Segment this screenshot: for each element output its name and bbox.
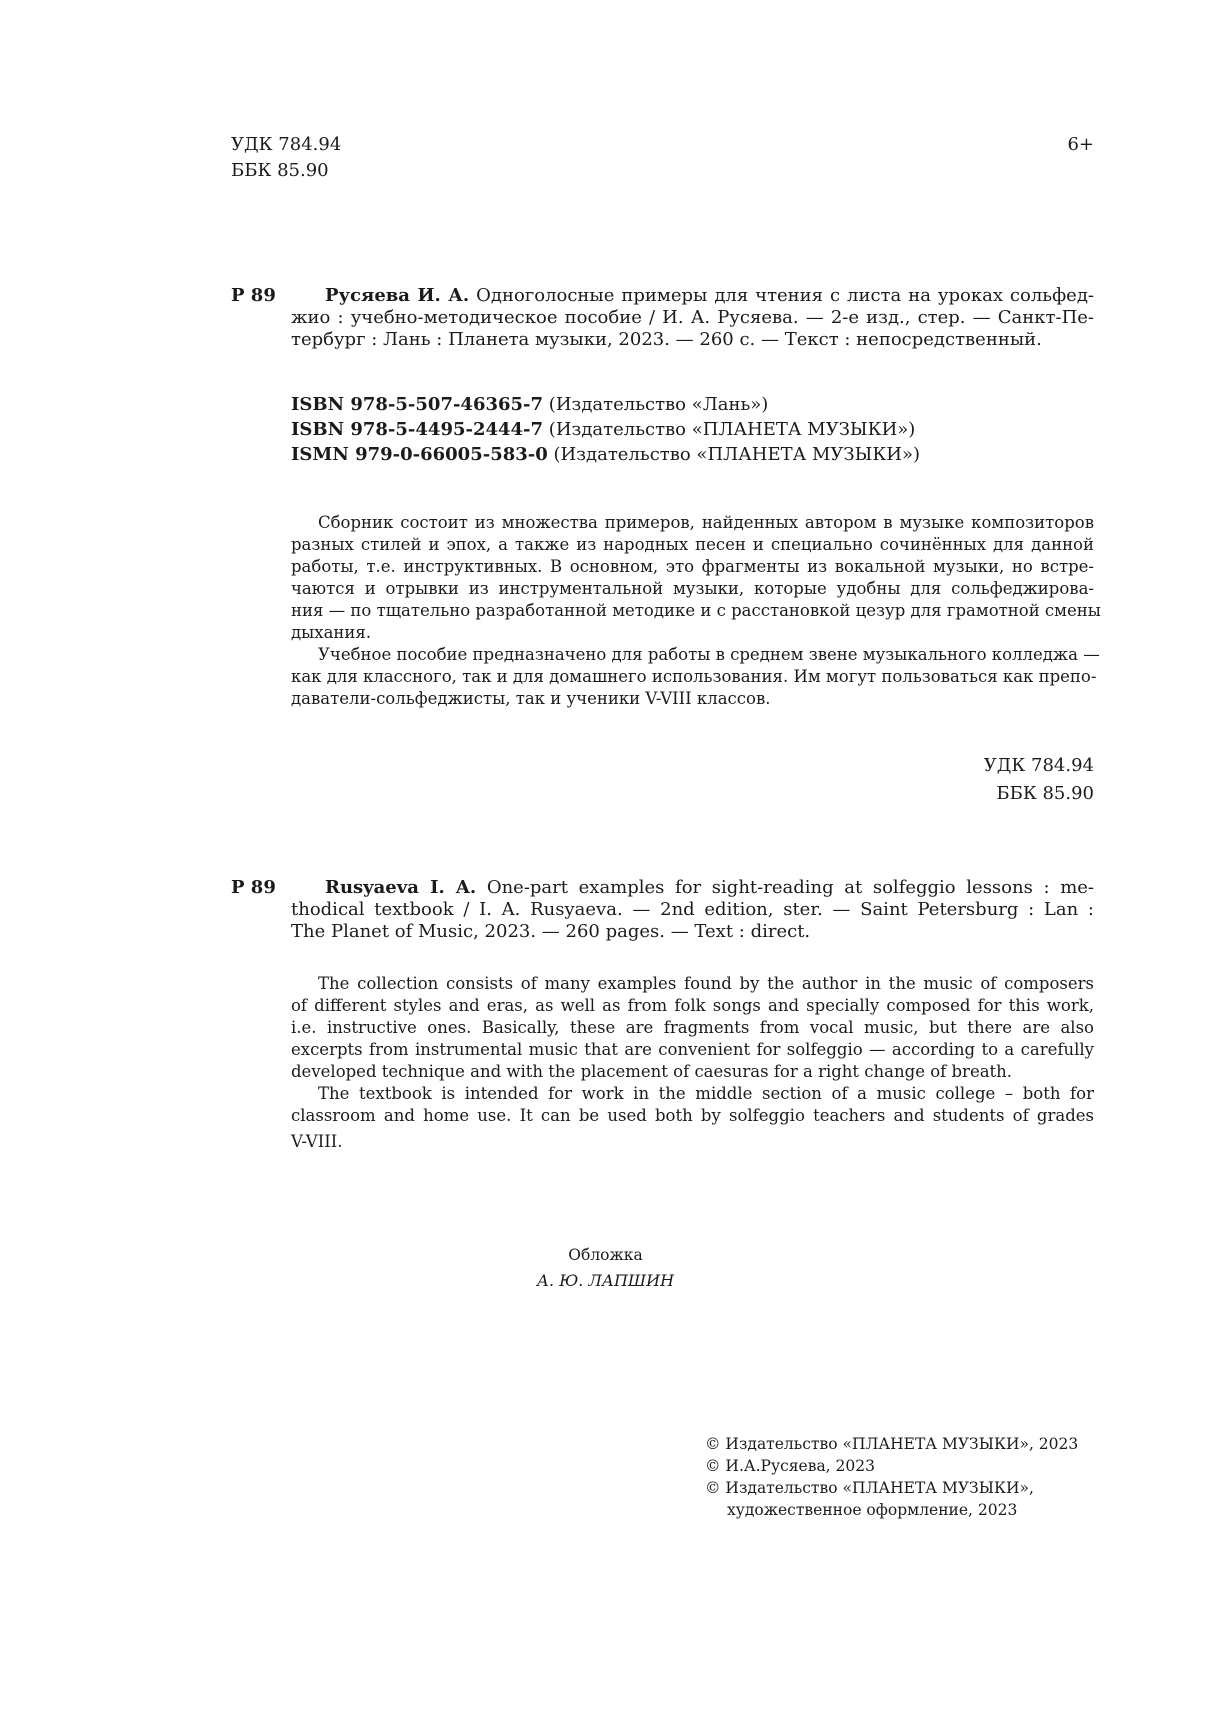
en-record-code: Р 89 [231,877,276,898]
ru-abstract-line: как для классного, так и для домашнего использования. Им могут пользоваться как препо- [291,667,1097,686]
copyright-line: © И.А.Русяева, 2023 [705,1457,875,1475]
bbk-code-right: ББК 85.90 [996,783,1094,804]
cover-designer: А. Ю. ЛАПШИН [536,1271,675,1290]
copyright-line: © Издательство «ПЛАНЕТА МУЗЫКИ», [705,1479,1034,1497]
en-abstract-line: i.e. instructive ones. Basically, these are fragments from vocal music, but there are also [291,1018,1094,1037]
en-abstract-line: of different styles and eras, as well as from folk songs and specially composed for this work, [291,996,1094,1015]
ru-record-description [291,285,1094,307]
udk-code-right: УДК 784.94 [983,755,1094,776]
isbn-line: ISBN 978-5-507-46365-7 (Издательство «Лань») [291,394,769,415]
ru-abstract-line: дыхания. [291,623,372,642]
ru-record-author: Русяева И. А. [325,285,470,306]
en-record-author: Rusyaeva I. A. [325,877,477,898]
ru-abstract-line: работы, т.е. инструктивных. В основном, это фрагменты из вокальной музыки, но встре- [291,557,1094,576]
copyright-line: © Издательство «ПЛАНЕТА МУЗЫКИ», 2023 [705,1435,1079,1453]
copyright-block [705,1433,1078,1521]
en-record-line-2: thodical textbook / I. A. Rusyaeva. — 2nd edition, ster. — Saint Petersburg : Lan : [291,899,1094,920]
en-record-description [291,877,1094,943]
en-abstract-line: classroom and home use. It can be used both by solfeggio teachers and students of grades [291,1106,1094,1125]
ru-record-continuation [291,307,1094,351]
isbn-line: ISBN 978-5-4495-2444-7 (Издательство «ПЛАНЕТА МУЗЫКИ») [291,419,916,440]
ru-abstract-line: даватели-сольфеджисты, так и ученики V-VIII классов. [291,689,771,708]
en-record-line-3: The Planet of Music, 2023. — 260 pages. — Text : direct. [291,921,811,942]
ru-record-line-3: тербург : Лань : Планета музыки, 2023. — 260 с. — Текст : непосредственный. [291,329,1042,350]
ru-abstract-line: Сборник состоит из множества примеров, найденных автором в музыке композиторов [318,513,1094,532]
en-abstract-line: V-VIII. [291,1132,343,1151]
ru-record-line-1: Русяева И. А. Одноголосные примеры для чтения с листа на уроках сольфед- [325,285,1094,306]
ru-record-code: Р 89 [231,285,276,306]
en-abstract-line: The collection consists of many examples found by the author in the music of composers [318,974,1094,993]
cover-credit [0,1243,1211,1295]
ru-abstract-line: чаются и отрывки из инструментальной музыки, которые удобны для сольфеджирова- [291,579,1094,598]
en-record-line-1: Rusyaeva I. A. One-part examples for sight-reading at solfeggio lessons : me- [325,877,1094,898]
ru-record-line-2: жио : учебно-методическое пособие / И. А. Русяева. — 2-е изд., стер. — Санкт-Пе- [291,307,1094,328]
ru-abstract-line: разных стилей и эпох, а также из народных песен и специально сочинённых для данной [291,535,1094,554]
bbk-code: ББК 85.90 [231,160,329,181]
en-abstract-line: The textbook is intended for work in the middle section of a music college – both for [318,1084,1094,1103]
udk-code: УДК 784.94 [231,134,342,155]
isbn-list [291,392,920,467]
en-abstract-line: developed technique and with the placement of caesuras for a right change of breath. [291,1062,1013,1081]
age-rating: 6+ [1067,134,1094,155]
ismn-line: ISMN 979-0-66005-583-0 (Издательство «ПЛАНЕТА МУЗЫКИ») [291,444,921,465]
cover-label: Обложка [568,1246,643,1264]
ru-abstract-line: Учебное пособие предназначено для работы в среднем звене музыкального колледжа — [318,645,1100,664]
en-abstract [291,973,1094,1153]
copyright-line: художественное оформление, 2023 [727,1501,1018,1519]
en-abstract-line: excerpts from instrumental music that are convenient for solfeggio — according to a carefully [291,1040,1094,1059]
ru-abstract [291,512,1101,710]
ru-abstract-line: ния — по тщательно разработанной методике и с расстановкой цезур для грамотной смены [291,601,1101,620]
